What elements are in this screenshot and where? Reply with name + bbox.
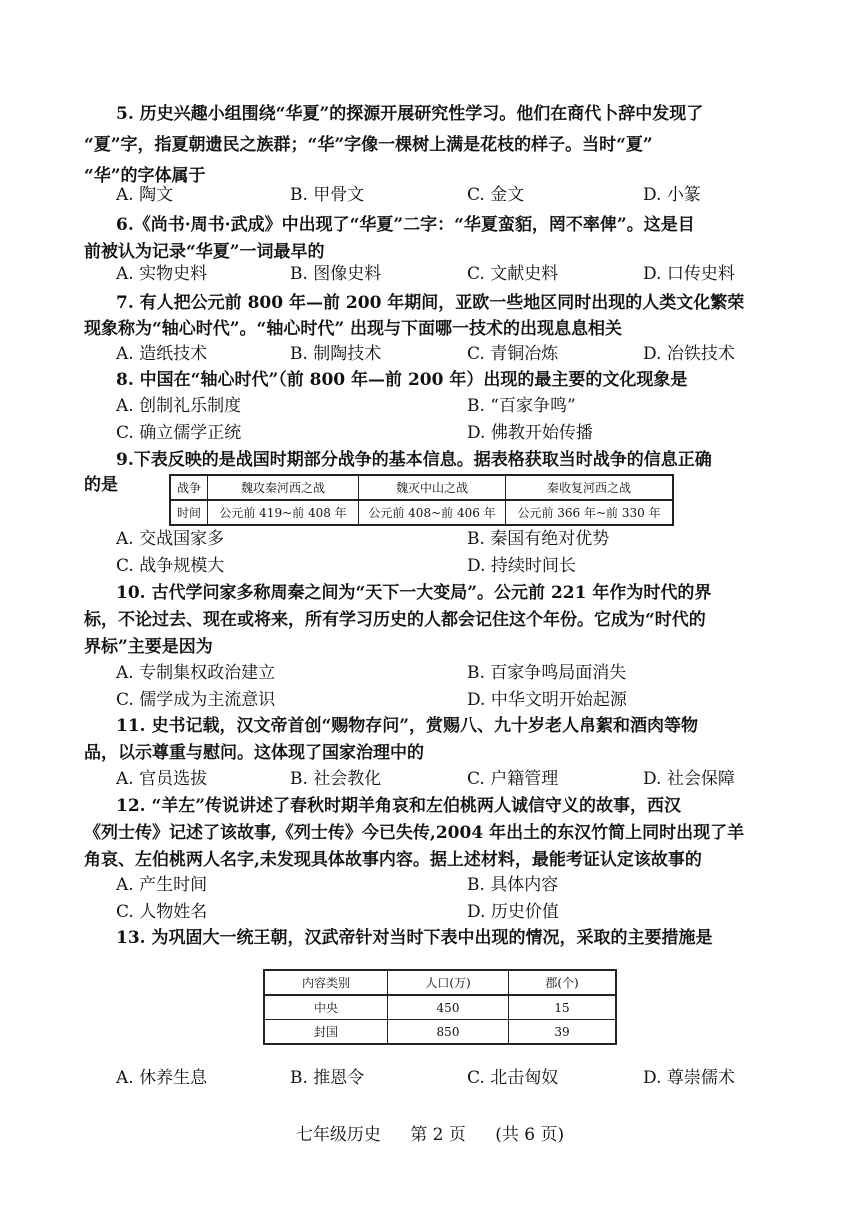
table-cell: 魏攻秦河西之战 xyxy=(208,475,359,500)
q6-option-c: C. 文献史料 xyxy=(467,264,559,284)
q10-option-b: B. 百家争鸣局面消失 xyxy=(467,663,627,683)
footer-total-pages: (共 6 页) xyxy=(495,1125,565,1145)
q9-stem-line2: 的是 xyxy=(84,475,118,495)
table-cell: 450 xyxy=(388,995,509,1020)
table-cell: 公元前 419~前 408 年 xyxy=(208,500,359,525)
table-row xyxy=(264,1020,616,1045)
q11-option-d: D. 社会保障 xyxy=(643,769,735,789)
q8-option-d: D. 佛教开始传播 xyxy=(467,423,593,443)
table-cell: 魏灭中山之战 xyxy=(359,475,506,500)
q10-option-a: A. 专制集权政治建立 xyxy=(116,663,276,683)
table-row-header: 时间 xyxy=(170,500,208,525)
table-cell: 39 xyxy=(509,1020,617,1045)
q12-option-c: C. 人物姓名 xyxy=(116,902,208,922)
q11-option-c: C. 户籍管理 xyxy=(467,769,559,789)
q9-option-b: B. 秦国有绝对优势 xyxy=(467,529,610,549)
q11-stem-line1: 11. 史书记载，汉文帝首创“赐物存问”，赏赐八、九十岁老人帛絮和酒肉等物 xyxy=(116,716,699,736)
q6-stem-line2: 前被认为记录“华夏”一词最早的 xyxy=(84,242,325,262)
q7-stem-line1: 7. 有人把公元前 800 年—前 200 年期间，亚欧一些地区同时出现的人类文化繁荣 xyxy=(116,293,745,313)
table-cell: 15 xyxy=(509,995,617,1020)
q5-stem-line1: 5. 历史兴趣小组围绕“华夏”的探源开展研究性学习。他们在商代卜辞中发现了 xyxy=(116,104,704,124)
q10-stem-line1: 10. 古代学问家多称周秦之间为“天下一大变局”。公元前 221 年作为时代的界 xyxy=(116,583,712,603)
q12-option-b: B. 具体内容 xyxy=(467,875,559,895)
q10-option-c: C. 儒学成为主流意识 xyxy=(116,690,276,710)
table-row xyxy=(170,500,673,525)
q9-option-a: A. 交战国家多 xyxy=(116,529,225,549)
table-cell: 封国 xyxy=(264,1020,388,1045)
q6-stem-line1: 6.《尚书·周书·武成》中出现了“华夏”二字：“华夏蛮貊，罔不率俾”。这是目 xyxy=(116,215,695,235)
q8-stem-line1: 8. 中国在“轴心时代”（前 800 年—前 200 年）出现的最主要的文化现象是 xyxy=(116,370,688,390)
q8-option-c: C. 确立儒学正统 xyxy=(116,423,242,443)
q9-option-d: D. 持续时间长 xyxy=(467,556,576,576)
q9-option-c: C. 战争规模大 xyxy=(116,556,225,576)
q12-stem-line1: 12. “羊左”传说讲述了春秋时期羊角哀和左伯桃两人诚信守义的故事，西汉 xyxy=(116,796,682,816)
q9-stem-line1: 9.下表反映的是战国时期部分战争的基本信息。据表格获取当时战争的信息正确 xyxy=(116,450,712,470)
q6-option-d: D. 口传史料 xyxy=(643,264,735,284)
table-cell: 公元前 366 年~前 330 年 xyxy=(506,500,674,525)
q12-option-d: D. 历史价值 xyxy=(467,902,559,922)
q5-option-d: D. 小篆 xyxy=(643,185,701,205)
q10-stem-line2: 标，不论过去、现在或将来，所有学习历史的人都会记住这个年份。它成为“时代的 xyxy=(84,610,706,630)
q9-war-table xyxy=(169,474,674,526)
table-cell: 秦收复河西之战 xyxy=(506,475,674,500)
table-cell: 中央 xyxy=(264,995,388,1020)
q7-option-a: A. 造纸技术 xyxy=(116,344,208,364)
q12-option-a: A. 产生时间 xyxy=(116,875,208,895)
q12-stem-line2: 《列士传》记述了该故事,《列士传》今已失传,2004 年出土的东汉竹简上同时出现了羊 xyxy=(84,823,745,843)
q13-option-c: C. 北击匈奴 xyxy=(467,1068,559,1088)
footer-subject: 七年级历史 xyxy=(295,1125,381,1145)
q6-option-a: A. 实物史料 xyxy=(116,264,208,284)
q5-option-b: B. 甲骨文 xyxy=(290,185,365,205)
q12-stem-line3: 角哀、左伯桃两人名字,未发现具体故事内容。据上述材料，最能考证认定该故事的 xyxy=(84,850,702,870)
q13-option-b: B. 推恩令 xyxy=(290,1068,365,1088)
q5-stem-line2: “夏”字，指夏朝遗民之族群；“华”字像一棵树上满是花枝的样子。当时“夏” xyxy=(84,135,653,155)
q6-option-b: B. 图像史料 xyxy=(290,264,382,284)
q11-option-a: A. 官员选拔 xyxy=(116,769,208,789)
q13-population-table xyxy=(263,969,617,1045)
column-header: 内容类别 xyxy=(264,970,388,995)
column-header: 人口(万) xyxy=(388,970,509,995)
q8-option-b: B. “百家争鸣” xyxy=(467,396,576,416)
q13-option-d: D. 尊崇儒术 xyxy=(643,1068,735,1088)
table-header-row xyxy=(264,970,616,995)
q5-stem-line3: “华”的字体属于 xyxy=(84,166,206,186)
q11-stem-line2: 品，以示尊重与慰问。这体现了国家治理中的 xyxy=(84,743,424,763)
q11-option-b: B. 社会教化 xyxy=(290,769,382,789)
q10-option-d: D. 中华文明开始起源 xyxy=(467,690,627,710)
q10-stem-line3: 界标”主要是因为 xyxy=(84,637,213,657)
q7-option-b: B. 制陶技术 xyxy=(290,344,382,364)
q13-option-a: A. 休养生息 xyxy=(116,1068,208,1088)
q5-option-a: A. 陶文 xyxy=(116,185,174,205)
table-cell: 850 xyxy=(388,1020,509,1045)
column-header: 郡(个) xyxy=(509,970,617,995)
q13-stem-line1: 13. 为巩固大一统王朝，汉武帝针对当时下表中出现的情况，采取的主要措施是 xyxy=(116,928,713,948)
footer-page-number: 第 2 页 xyxy=(410,1125,466,1145)
q5-option-c: C. 金文 xyxy=(467,185,525,205)
q8-option-a: A. 创制礼乐制度 xyxy=(116,396,242,416)
table-row xyxy=(170,475,673,500)
table-row-header: 战争 xyxy=(170,475,208,500)
table-row xyxy=(264,995,616,1020)
page-footer xyxy=(0,1120,860,1145)
q7-stem-line2: 现象称为“轴心时代”。“轴心时代” 出现与下面哪一技术的出现息息相关 xyxy=(84,319,623,339)
table-cell: 公元前 408~前 406 年 xyxy=(359,500,506,525)
q7-option-d: D. 冶铁技术 xyxy=(643,344,735,364)
q7-option-c: C. 青铜冶炼 xyxy=(467,344,559,364)
